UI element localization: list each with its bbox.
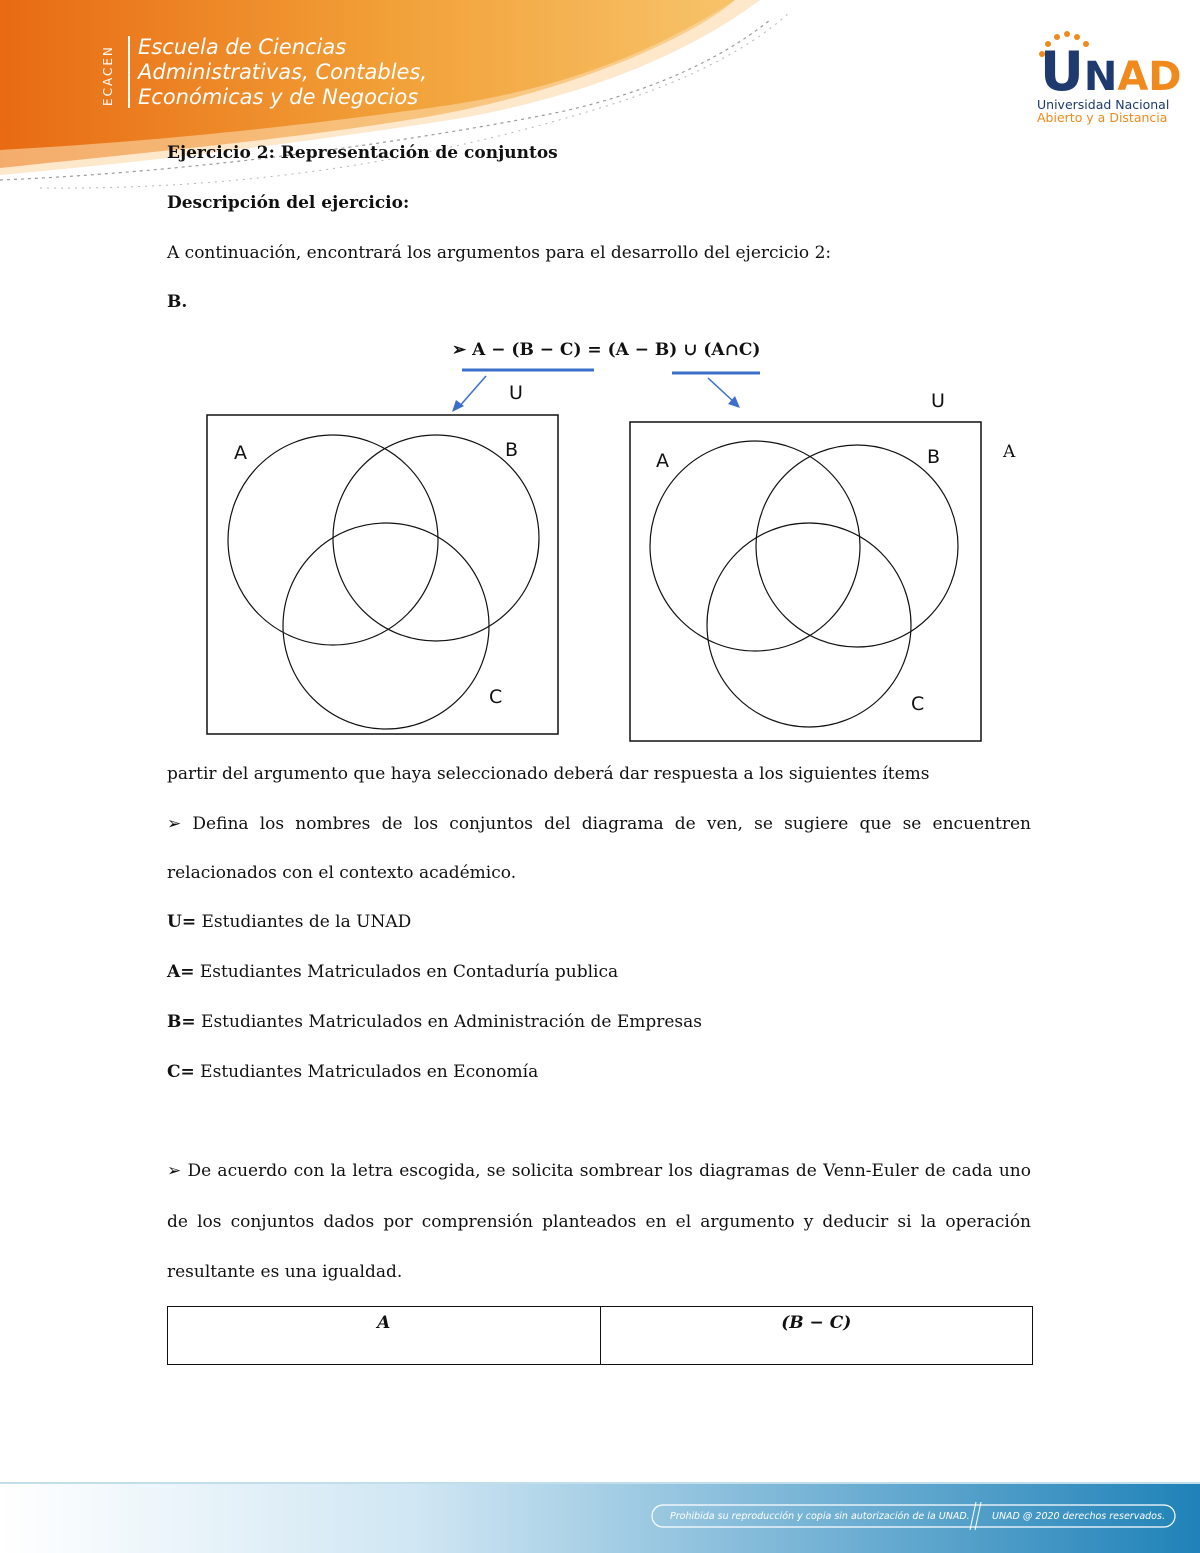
definition-a-key: A= (167, 962, 195, 982)
intro-text: A continuación, encontrará los argumentos para el desarrollo del ejercicio 2: (167, 243, 832, 263)
set-c-label-left: C (489, 686, 503, 708)
venn-diagram-left (206, 414, 560, 736)
ecacen-vertical-tag: ECACEN (101, 45, 115, 106)
table-header-b-minus-c: (B − C) (600, 1307, 1033, 1365)
description-heading: Descripción del ejercicio: (167, 193, 410, 213)
definition-a-text: Estudiantes Matriculados en Contaduría publica (194, 962, 619, 982)
table-header-a: A (168, 1307, 601, 1365)
bullet-1-line-2: relacionados con el contexto académico. (167, 863, 517, 883)
bullet-2-line-1: ➢ De acuerdo con la letra escogida, se solicita sombrear los diagramas de Venn-Euler de cada uno (167, 1161, 1031, 1181)
school-name-line-1: Escuela de Ciencias (138, 35, 347, 59)
formula-annotations (0, 360, 1200, 420)
definition-b-key: B= (167, 1012, 196, 1032)
logo-letters-ad: AD (1117, 54, 1182, 100)
logo-wordmark (1040, 40, 1182, 105)
exercise-title: Ejercicio 2: Representación de conjuntos (167, 143, 558, 163)
definition-c (167, 1061, 538, 1083)
definition-b-text: Estudiantes Matriculados en Administración de Empresas (195, 1012, 702, 1032)
header-divider (128, 36, 130, 108)
set-a-label-left: A (234, 442, 247, 464)
set-c-label-right: C (911, 693, 925, 715)
set-a-circle-right (650, 441, 860, 651)
operations-table (167, 1306, 1033, 1365)
school-name-line-3: Económicas y de Negocios (138, 85, 419, 109)
definition-u-key: U= (167, 912, 197, 932)
school-name-line-2: Administrativas, Contables, (138, 60, 428, 84)
definition-u-text: Estudiantes de la UNAD (196, 912, 412, 932)
logo-subtitle-2: Abierto y a Distancia (1037, 110, 1168, 125)
footer-notice: Prohibida su reproducción y copia sin autorización de la UNAD. (670, 1511, 970, 1522)
universe-label-left: U (509, 382, 523, 404)
logo-subtitle-1: Universidad Nacional (1037, 97, 1170, 112)
universe-box-left (207, 415, 558, 734)
definition-a (167, 961, 618, 983)
set-b-circle-right (756, 445, 958, 647)
option-letter: B. (167, 292, 188, 312)
logo-letter-u: U (1040, 40, 1084, 103)
set-formula: ➢ A − (B − C) = (A − B) ∪ (A∩C) (452, 340, 761, 360)
bullet-2-line-3: resultante es una igualdad. (167, 1262, 403, 1282)
definition-c-text: Estudiantes Matriculados en Economía (194, 1062, 539, 1082)
side-label-a: A (1003, 442, 1016, 462)
set-c-circle-right (707, 523, 911, 727)
logo-letter-n: N (1083, 54, 1118, 100)
definition-u (167, 911, 411, 933)
instruction-text: partir del argumento que haya seleccionado deberá dar respuesta a los siguientes ítems (167, 764, 930, 784)
set-c-circle-left (283, 523, 489, 729)
set-a-label-right: A (656, 450, 669, 472)
venn-diagram-right (629, 421, 983, 743)
set-b-circle-left (333, 435, 539, 641)
bullet-1-line-1: ➢ Defina los nombres de los conjuntos del diagrama de ven, se sugiere que se encuentren (167, 814, 1031, 834)
definition-b (167, 1011, 702, 1033)
footer-rights: UNAD @ 2020 derechos reservados. (992, 1511, 1165, 1522)
set-b-label-right: B (927, 446, 941, 468)
definition-c-key: C= (167, 1062, 195, 1082)
universe-label-right: U (931, 390, 945, 412)
set-b-label-left: B (505, 439, 519, 461)
bullet-2-line-2: de los conjuntos dados por comprensión planteados en el argumento y deducir si la operación (167, 1212, 1031, 1232)
table-header-row (168, 1307, 1033, 1365)
